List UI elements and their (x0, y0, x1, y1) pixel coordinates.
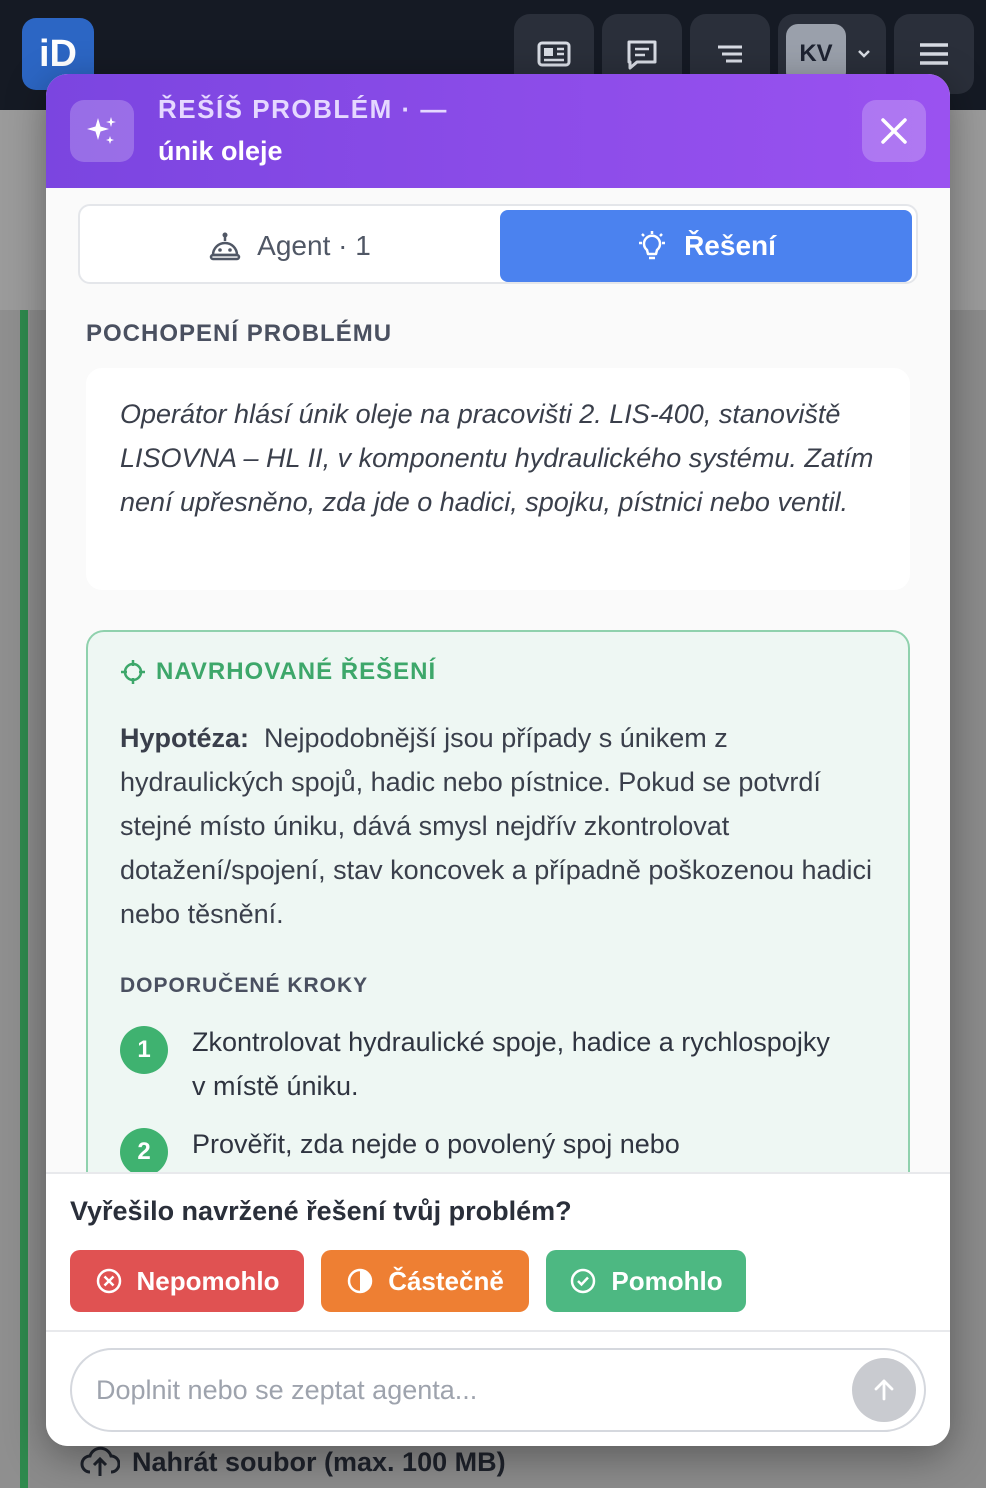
sparkles-badge (70, 100, 134, 162)
proposed-solution-heading (120, 658, 436, 686)
not-helpful-label: Nepomohlo (136, 1265, 280, 1296)
cloud-upload-icon (80, 1446, 120, 1478)
step-number: 2 (120, 1128, 168, 1176)
chevron-down-icon (856, 48, 872, 60)
check-circle-icon (569, 1267, 597, 1295)
step-number: 1 (120, 1026, 168, 1074)
close-button[interactable] (862, 100, 926, 162)
hypothesis (120, 716, 880, 936)
arrow-up-icon (871, 1377, 897, 1403)
hamburger-icon (917, 41, 951, 67)
background-accent-line (20, 310, 28, 1488)
text-lines-icon (714, 42, 746, 66)
understanding-text: Operátor hlásí únik oleje na pracovišti 2. LIS-400, stanoviště LISOVNA – HL II, v komponentu hydraulického systému. Zatím není upřesněno, zda jde o hadici, spojku, pístnici nebo ventil. (86, 368, 910, 590)
dashboard-icon (537, 40, 571, 68)
proposed-solution-label: NAVRHOVANÉ ŘEŠENÍ (156, 658, 437, 685)
x-circle-icon (95, 1267, 123, 1295)
step-text: Prověřit, zda nejde o povolený spoj nebo (192, 1129, 680, 1159)
upload-label: Nahrát soubor (max. 100 MB) (132, 1446, 506, 1477)
feedback-panel (46, 1172, 950, 1330)
app-logo[interactable]: iD (22, 18, 94, 90)
hypothesis-text: Nejpodobnější jsou případy s únikem z hydraulických spojů, hadic nebo pístnice. Pokud se potvrdí stejné místo úniku, dává smysl nejdřív zkontrolovat dotažení/spojení, stav koncovek a případně poškozenou hadici nebo těsnění. (120, 723, 873, 929)
modal-tabs (78, 204, 918, 284)
helpful-button[interactable] (546, 1250, 746, 1312)
modal-kicker: ŘEŠÍŠ PROBLÉM · — (158, 94, 448, 124)
tab-solution-label: Řešení (684, 230, 776, 261)
robot-icon (209, 231, 241, 261)
understanding-heading: POCHOPENÍ PROBLÉMU (86, 320, 393, 347)
problem-solving-modal (46, 74, 950, 1446)
partially-helpful-label: Částečně (388, 1265, 504, 1296)
avatar: KV (786, 24, 846, 84)
sparkles-icon (85, 114, 119, 148)
tab-solution[interactable] (500, 210, 912, 282)
upload-file-link[interactable] (80, 1446, 506, 1478)
tab-agent[interactable] (84, 210, 496, 282)
crosshair-icon (120, 659, 146, 685)
lightbulb-icon (636, 230, 668, 262)
recommended-steps-heading: DOPORUČENÉ KROKY (120, 974, 369, 997)
close-icon (879, 116, 909, 146)
modal-title: únik oleje (158, 136, 283, 166)
tab-agent-label: Agent · 1 (257, 230, 371, 261)
agent-message-input[interactable] (70, 1348, 926, 1432)
feedback-question: Vyřešilo navržené řešení tvůj problém? (70, 1196, 572, 1226)
composer (46, 1330, 950, 1446)
not-helpful-button[interactable] (70, 1250, 304, 1312)
chat-icon (625, 38, 659, 70)
helpful-label: Pomohlo (611, 1265, 723, 1296)
half-circle-icon (346, 1267, 374, 1295)
partially-helpful-button[interactable] (321, 1250, 529, 1312)
step-text: Zkontrolovat hydraulické spoje, hadice a rychlospojky v místě úniku. (192, 1027, 830, 1101)
send-button[interactable] (852, 1358, 916, 1422)
hypothesis-label: Hypotéza: (120, 723, 250, 753)
modal-header (46, 74, 950, 188)
